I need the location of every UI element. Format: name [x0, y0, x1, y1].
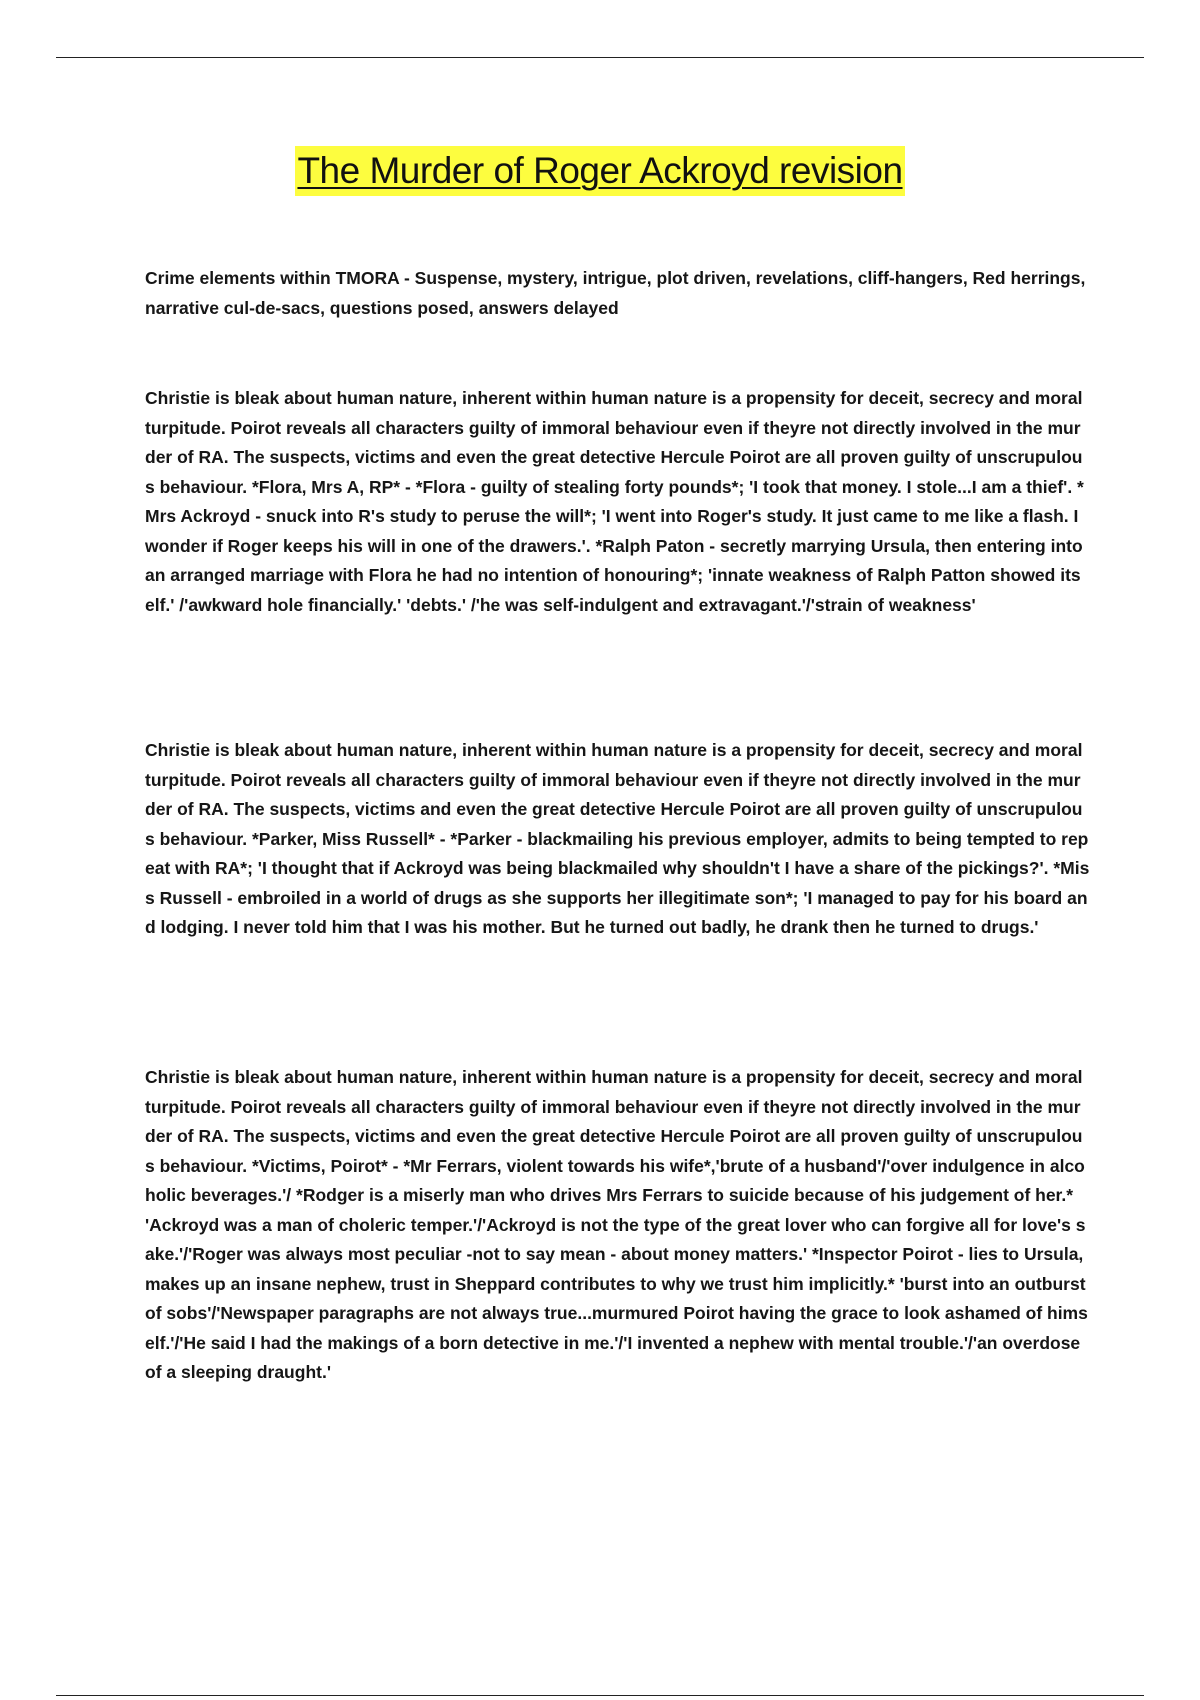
bottom-divider — [56, 1695, 1144, 1696]
paragraph-flora-mrs-a-rp: Christie is bleak about human nature, inherent within human nature is a propensity for deceit, secrecy and moral turpitude. Poirot reveals all characters guilty of immoral behaviour even if theyre not directly involved in the murder of RA. The suspects, victims and even the great detective Hercule Poirot are all proven guilty of unscrupulous behaviour. *Flora, Mrs A, RP* - *Flora - guilty of stealing forty pounds*; 'I took that money. I stole...I am a thief'. *Mrs Ackroyd - snuck into R's study to peruse the will*; 'I went into Roger's study. It just came to me like a flash. I wonder if Roger keeps his will in one of the drawers.'. *Ralph Paton - secretly marrying Ursula, then entering into an arranged marriage with Flora he had no intention of honouring*; 'innate weakness of Ralph Patton showed itself.' /'awkward hole financially.' 'debts.' /'he was self-indulgent and extravagant.'/'strain of weakness' — [145, 388, 1084, 615]
paragraph-victims-poirot: Christie is bleak about human nature, inherent within human nature is a propensity for deceit, secrecy and moral turpitude. Poirot reveals all characters guilty of immoral behaviour even if theyre not directly involved in the murder of RA. The suspects, victims and even the great detective Hercule Poirot are all proven guilty of unscrupulous behaviour. *Victims, Poirot* - *Mr Ferrars, violent towards his wife*,'brute of a husband'/'over indulgence in alcoholic beverages.'/ *Rodger is a miserly man who drives Mrs Ferrars to suicide because of his judgement of her.* 'Ackroyd was a man of choleric temper.'/'Ackroyd is not the type of the great lover who can forgive all for love's sake.'/'Roger was always most peculiar -not to say mean - about money matters.' *Inspector Poirot - lies to Ursula, makes up an insane nephew, trust in Sheppard contributes to why we trust him implicitly.* 'burst into an outburst of sobs'/'Newspaper paragraphs are not always true...murmured Poirot having the grace to look ashamed of himself.'/'He said I had the makings of a born detective in me.'/'I invented a nephew with mental trouble.'/'an overdose of a sleeping draught.' — [145, 1067, 1088, 1382]
intro-paragraph: Crime elements within TMORA - Suspense, mystery, intrigue, plot driven, revelations, cliff-hangers, Red herrings, narrative cul-de-sacs, questions posed, answers delayed — [145, 268, 1086, 318]
paragraph-parker-miss-russell: Christie is bleak about human nature, inherent within human nature is a propensity for deceit, secrecy and moral turpitude. Poirot reveals all characters guilty of immoral behaviour even if theyre not directly involved in the murder of RA. The suspects, victims and even the great detective Hercule Poirot are all proven guilty of unscrupulous behaviour. *Parker, Miss Russell* - *Parker - blackmailing his previous employer, admits to being tempted to repeat with RA*; 'I thought that if Ackroyd was being blackmailed why shouldn't I have a share of the pickings?'. *Miss Russell - embroiled in a world of drugs as she supports her illegitimate son*; 'I managed to pay for his board and lodging. I never told him that I was his mother. But he turned out badly, he drank then he turned to drugs.' — [145, 740, 1090, 937]
top-divider — [56, 57, 1144, 58]
page-title: The Murder of Roger Ackroyd revision — [295, 146, 904, 196]
title-container — [0, 146, 1200, 196]
